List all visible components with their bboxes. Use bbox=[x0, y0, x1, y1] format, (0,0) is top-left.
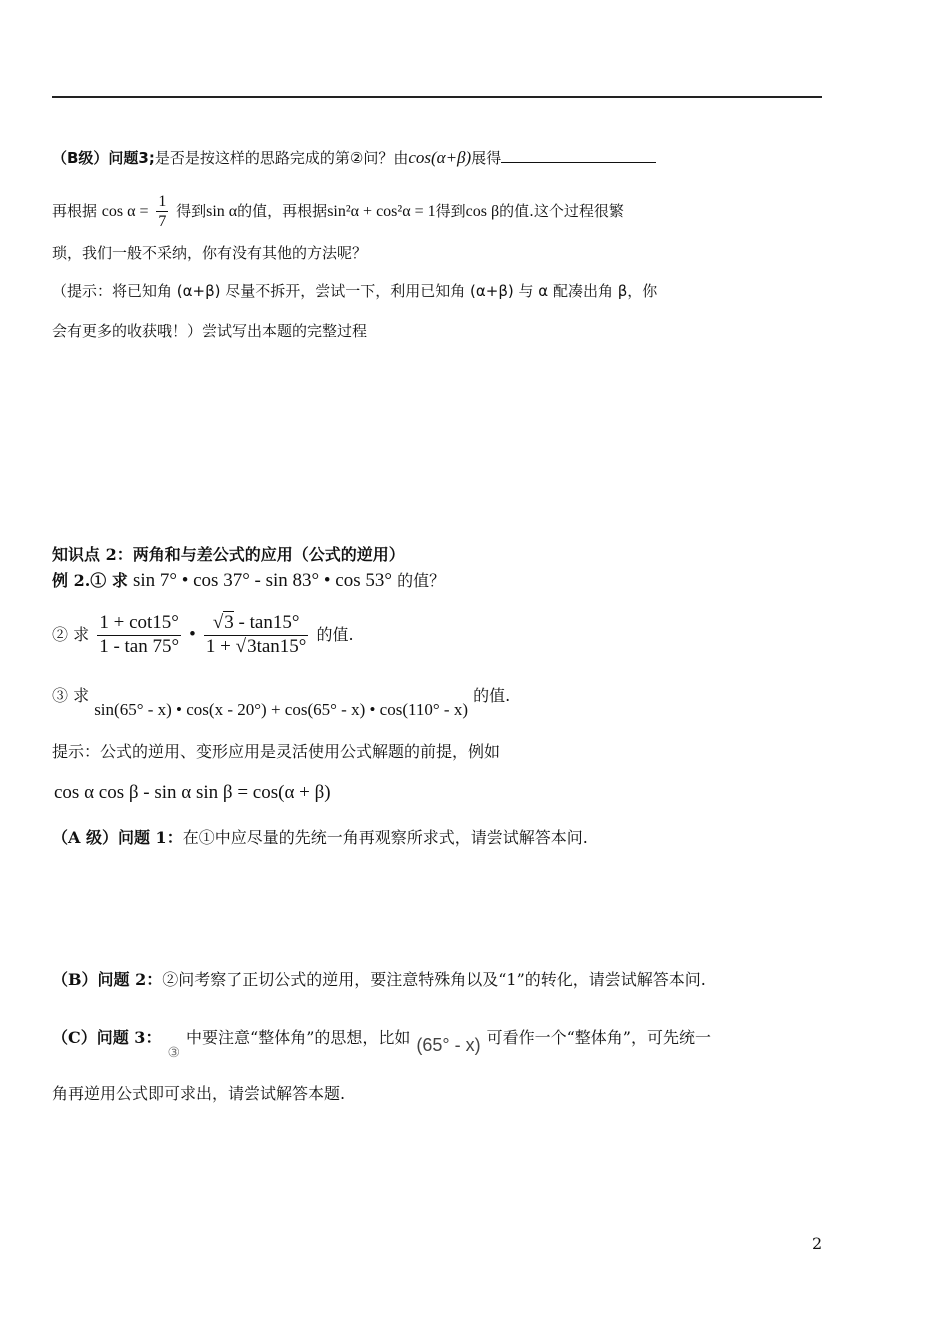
k2-heading: 知识点 2：两角和与差公式的应用（公式的逆用） bbox=[52, 545, 405, 564]
k2-hint: 提示：公式的逆用、变形应用是灵活使用公式解题的前提，例如 bbox=[52, 742, 501, 761]
b3-prefix: （B级）问题3; bbox=[52, 149, 155, 167]
k2-ex2-f2-den-b: tan15° bbox=[256, 635, 307, 657]
k2-question-c bbox=[52, 1028, 711, 1062]
k2-qc-text1: 中要注意“整体角”的思想，比如 bbox=[186, 1028, 411, 1047]
b3-line2 bbox=[52, 192, 624, 231]
k2-ex3-label: ③ 求 bbox=[52, 686, 90, 705]
b3-text5: 的值，再根据 bbox=[237, 202, 328, 221]
b3-sin-alpha: sin α bbox=[206, 203, 238, 221]
k2-ex-label: 例 2.① 求 bbox=[52, 571, 128, 590]
k2-qa-label: （A 级）问题 1： bbox=[52, 828, 183, 847]
k2-ex2-f2-num-sqrt: 3 bbox=[224, 612, 234, 633]
b3-cos-beta: cos β bbox=[465, 203, 500, 221]
k2-ex2-f2-num: √3 - tan15° bbox=[204, 612, 308, 636]
k2-qc-text2: 可看作一个“整体角”，可先统一 bbox=[486, 1028, 711, 1047]
b3-text7: 的值.这个过程很繁 bbox=[499, 202, 624, 221]
k2-example1 bbox=[52, 570, 445, 593]
k2-ex2-suffix: 的值. bbox=[316, 624, 354, 644]
k2-qb-text: ②问考察了正切公式的逆用，要注意特殊角以及“1”的转化，请尝试解答本问. bbox=[162, 970, 706, 989]
k2-ex2-f1-den: 1 - tan 75° bbox=[99, 635, 180, 657]
b3-text4: 得到 bbox=[176, 202, 207, 221]
b3-fraction bbox=[156, 192, 168, 231]
b3-text2: 展得 bbox=[471, 149, 502, 167]
k2-example2 bbox=[52, 612, 354, 659]
k2-question-b bbox=[52, 970, 706, 989]
header-rule bbox=[52, 96, 822, 98]
k2-ex3-expr: sin(65° - x) • cos(x - 20°) + cos(65° - x) • cos(110° - x) bbox=[94, 700, 468, 719]
k2-qc-expr: (65° - x) bbox=[416, 1035, 481, 1055]
k2-ex2-label: ② 求 bbox=[52, 624, 90, 644]
k2-question-c-line2: 角再逆用公式即可求出，请尝试解答本题. bbox=[52, 1084, 346, 1103]
b3-text1: 是否是按这样的思路完成的第②问？由 bbox=[154, 149, 409, 167]
k2-qc-label: （C）问题 3： bbox=[52, 1028, 162, 1047]
page-number: 2 bbox=[812, 1234, 823, 1253]
b3-line4: （提示：将已知角 (α+β) 尽量不拆开，尝试一下，利用已知角 (α+β) 与 α 配凑出角 β，你 bbox=[52, 282, 658, 300]
k2-ex1-expr: sin 7° • cos 37° - sin 83° • cos 53° bbox=[132, 570, 392, 591]
k2-ex2-f2-den: 1 + √3tan15° bbox=[205, 635, 307, 657]
k2-ex2-fraction-2 bbox=[204, 612, 308, 659]
k2-qc-circ: ③ bbox=[167, 1045, 181, 1061]
b3-cos-alpha: cos α = bbox=[101, 203, 149, 221]
b3-identity: sin²α + cos²α = 1 bbox=[327, 203, 436, 221]
b3-line1 bbox=[52, 148, 656, 168]
k2-formula: cos α cos β - sin α sin β = cos(α + β) bbox=[54, 782, 331, 803]
k2-ex3-suffix: 的值. bbox=[473, 686, 511, 705]
k2-ex2-f2-den-sqrt: 3 bbox=[247, 635, 257, 657]
b3-line3: 琐，我们一般不采纳，你有没有其他的方法呢？ bbox=[52, 244, 368, 262]
k2-ex2-f2-den-a: 1 + bbox=[205, 635, 236, 657]
k2-ex2-dot: • bbox=[189, 623, 196, 645]
b3-text6: 得到 bbox=[435, 202, 466, 221]
k2-ex2-f1-num: 1 + cot15° bbox=[97, 612, 181, 636]
k2-ex1-suffix: 的值？ bbox=[397, 571, 446, 590]
k2-example3 bbox=[52, 686, 510, 720]
b3-frac-num: 1 bbox=[156, 192, 168, 212]
k2-ex2-f2-num-rest: - tan15° bbox=[233, 612, 300, 633]
k2-ex2-fraction-1 bbox=[97, 612, 181, 659]
k2-qb-label: （B）问题 2： bbox=[52, 970, 163, 989]
b3-frac-den: 7 bbox=[158, 213, 167, 231]
b3-text3: 再根据 bbox=[52, 202, 98, 221]
b3-cos-sum: cos(α+β) bbox=[408, 148, 472, 167]
b3-answer-blank[interactable] bbox=[501, 148, 656, 163]
k2-question-a bbox=[52, 828, 588, 847]
b3-line5: 会有更多的收获哦！）尝试写出本题的完整过程 bbox=[52, 322, 368, 340]
k2-qa-text: 在①中应尽量的先统一角再观察所求式，请尝试解答本问. bbox=[182, 828, 588, 847]
